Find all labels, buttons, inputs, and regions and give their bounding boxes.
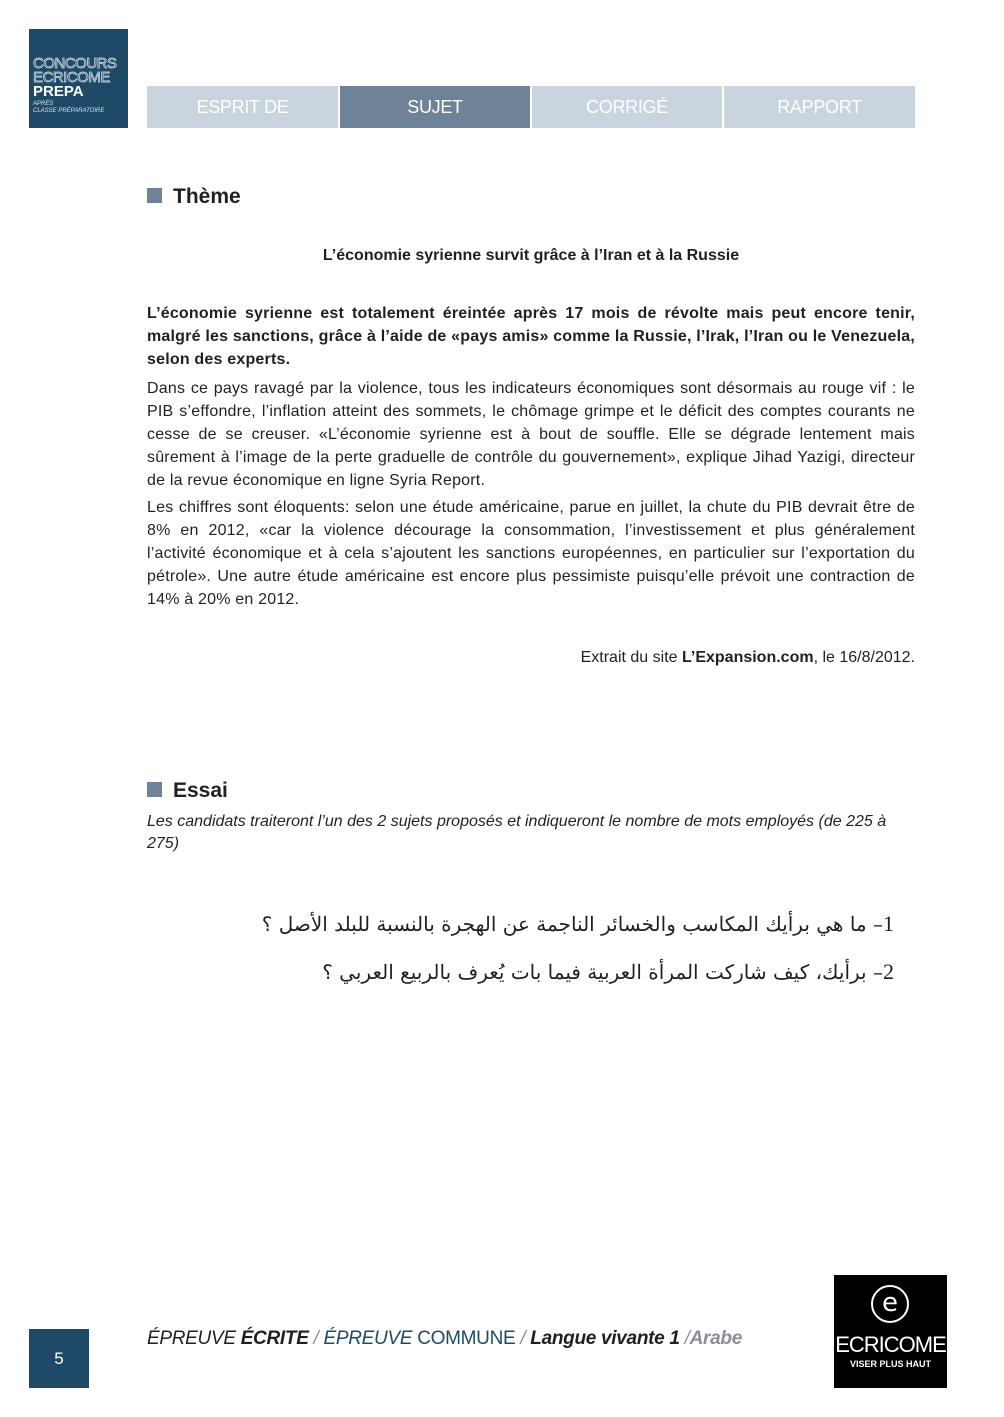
brand-tagline: VISER PLUS HAUT [849, 1359, 931, 1369]
logo-concours: CONCOURS [33, 55, 117, 72]
footer-arabe: Arabe [689, 1328, 742, 1349]
theme-heading-text: Thème [173, 185, 241, 208]
square-bullet-icon [147, 782, 162, 797]
concours-logo [29, 29, 128, 128]
question-number: 1 [883, 911, 894, 936]
article-source [147, 648, 915, 668]
question-text: برأيك، كيف شاركت المرأة العربية فيما بات يُعرف بالربيع العربي ؟ [322, 960, 867, 984]
question-text: ما هي برأيك المكاسب والخسائر الناجمة عن الهجرة بالنسبة للبلد الأصل ؟ [261, 912, 867, 936]
footer-commune: COMMUNE [417, 1328, 516, 1349]
article-paragraph: Dans ce pays ravagé par la violence, tous les indicateurs économiques sont désormais au rouge vif : le PIB s’effondre, l’inflation atteint des sommets, le chômage grimpe et le déficit des comptes courants ne cesse de se creuser. «L’économie syrienne est à bout de souffle. Elle se dégrade lentement mais sûrement à l’image de la perte graduelle de contrôle du gouvernement», explique Jihad Yazigi, directeur de la revue économique en ligne Syria Report. [147, 380, 915, 489]
logo-prepa: PREPA [33, 83, 84, 100]
article-title: L’économie syrienne survit grâce à l’Iran et à la Russie [322, 247, 740, 264]
logo-apres: APRÈS [33, 101, 54, 107]
footer-separator: / [515, 1328, 531, 1349]
footer-separator: / [679, 1328, 690, 1349]
tab-sujet[interactable]: SUJET [340, 86, 530, 128]
footer-ecrite: ÉCRITE [240, 1328, 309, 1349]
article-paragraph: Les chiffres sont éloquents: selon une étude américaine, parue en juillet, la chute du PIB devrait être de 8% en 2012, «car la violence décourage la consommation, l’investissement et plus généralement l’activité économique et à cela s’ajoutent les sanctions européennes, en particulier sur l’exportation du pétrole». Une autre étude américaine est encore plus pessimiste puisqu’elle prévoit une contraction de 14% à 20% en 2012. [147, 499, 915, 608]
essai-heading [147, 779, 228, 803]
source-date: , le 16/8/2012. [813, 649, 915, 666]
brand-name: ECRICOME [835, 1332, 946, 1357]
question-number: 2 [883, 959, 894, 984]
logo-ecricome: ECRICOME [33, 69, 110, 86]
tab-esprit[interactable]: ESPRIT DE L’ÉPREUVE [147, 86, 338, 128]
theme-heading [147, 185, 241, 209]
essay-question-1: 1– ما هي برأيك المكاسب والخسائر الناجمة عن الهجرة بالنسبة للبلد الأصل ؟ [261, 911, 894, 936]
tab-rapport[interactable]: RAPPORT [724, 86, 915, 128]
footer-langue: Langue vivante 1 [530, 1328, 680, 1349]
logo-classe: CLASSE PRÉPARATOIRE [33, 108, 105, 114]
square-bullet-icon [147, 188, 162, 203]
tab-corrige[interactable]: CORRIGÉ [532, 86, 722, 128]
source-name: L’Expansion.com [681, 649, 814, 666]
ecricome-e-icon: e [871, 1285, 909, 1323]
footer-epreuve: ÉPREUVE [147, 1328, 241, 1349]
essay-question-2: 2– برأيك، كيف شاركت المرأة العربية فيما بات يُعرف بالربيع العربي ؟ [322, 959, 894, 984]
footer-exam-info [147, 1327, 742, 1351]
source-prefix: Extrait du site [580, 649, 682, 666]
footer-separator: / [308, 1328, 324, 1349]
essai-heading-text: Essai [173, 779, 228, 802]
page-number: 5 [29, 1329, 89, 1388]
article-lead: L’économie syrienne est totalement éreintée après 17 mois de révolte mais peut encore tenir, malgré les sanctions, grâce à l’aide de «pays amis» comme la Russie, l’Irak, l’Iran ou le Venezuela, selon des experts. [147, 305, 915, 368]
essai-instructions: Les candidats traiteront l’un des 2 sujets proposés et indiqueront le nombre de mots employés (de 225 à 275) [147, 813, 887, 852]
footer-epreuve-commune: ÉPREUVE [323, 1328, 418, 1349]
ecricome-logo [834, 1275, 947, 1388]
